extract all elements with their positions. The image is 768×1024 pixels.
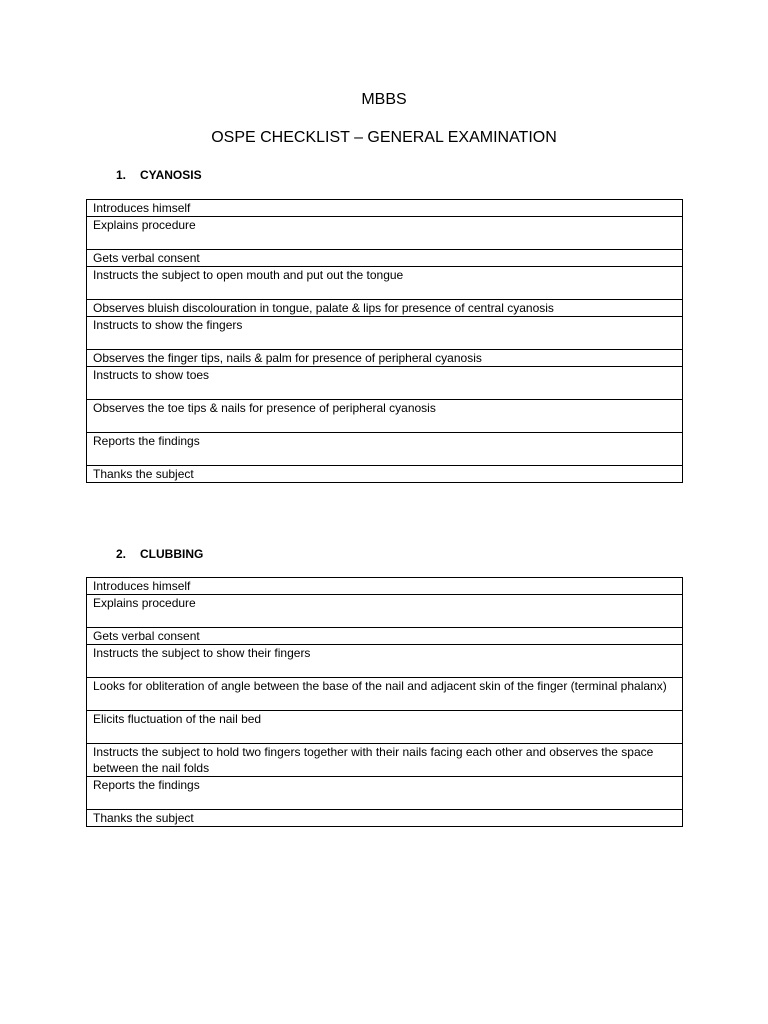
checklist-item: Reports the findings xyxy=(87,433,683,466)
table-row xyxy=(87,777,683,810)
checklist-item: Instructs to show the fingers xyxy=(87,317,683,350)
checklist-item: Gets verbal consent xyxy=(87,250,683,267)
clubbing-checklist-table xyxy=(86,577,683,827)
table-row xyxy=(87,578,683,595)
cyanosis-checklist-table xyxy=(86,199,683,483)
table-row xyxy=(87,744,683,777)
table-row xyxy=(87,267,683,300)
table-row xyxy=(87,810,683,827)
table-row xyxy=(87,711,683,744)
table-row xyxy=(87,350,683,367)
table-row xyxy=(87,300,683,317)
table-row xyxy=(87,367,683,400)
table-row xyxy=(87,217,683,250)
table-row xyxy=(87,595,683,628)
section-number: 1. xyxy=(116,168,127,182)
section-heading-clubbing xyxy=(116,546,203,562)
page-title: MBBS xyxy=(361,91,407,108)
checklist-item: Thanks the subject xyxy=(87,466,683,483)
table-row xyxy=(87,317,683,350)
checklist-item: Observes bluish discolouration in tongue, palate & lips for presence of central cyanosis xyxy=(87,300,683,317)
checklist-item: Instructs to show toes xyxy=(87,367,683,400)
table-row xyxy=(87,466,683,483)
table-row xyxy=(87,628,683,645)
checklist-item: Introduces himself xyxy=(87,578,683,595)
table-row xyxy=(87,250,683,267)
checklist-item: Instructs the subject to hold two fingers together with their nails facing each other and observes the space between the nail folds xyxy=(87,744,683,777)
page-subtitle: OSPE CHECKLIST – GENERAL EXAMINATION xyxy=(211,129,557,146)
checklist-item: Instructs the subject to show their fingers xyxy=(87,645,683,678)
section-number: 2. xyxy=(116,547,127,561)
section-heading-cyanosis xyxy=(116,167,202,183)
section-title: CLUBBING xyxy=(140,547,204,561)
checklist-item: Observes the toe tips & nails for presence of peripheral cyanosis xyxy=(87,400,683,433)
checklist-item: Looks for obliteration of angle between the base of the nail and adjacent skin of the finger (terminal phalanx) xyxy=(87,678,683,711)
checklist-item: Elicits fluctuation of the nail bed xyxy=(87,711,683,744)
checklist-item: Thanks the subject xyxy=(87,810,683,827)
table-row xyxy=(87,645,683,678)
checklist-item: Gets verbal consent xyxy=(87,628,683,645)
table-row xyxy=(87,678,683,711)
checklist-item: Explains procedure xyxy=(87,595,683,628)
checklist-item: Introduces himself xyxy=(87,200,683,217)
table-row xyxy=(87,200,683,217)
checklist-item: Explains procedure xyxy=(87,217,683,250)
table-row xyxy=(87,433,683,466)
section-title: CYANOSIS xyxy=(140,168,202,182)
checklist-item: Reports the findings xyxy=(87,777,683,810)
checklist-item: Observes the finger tips, nails & palm for presence of peripheral cyanosis xyxy=(87,350,683,367)
table-row xyxy=(87,400,683,433)
checklist-item: Instructs the subject to open mouth and put out the tongue xyxy=(87,267,683,300)
